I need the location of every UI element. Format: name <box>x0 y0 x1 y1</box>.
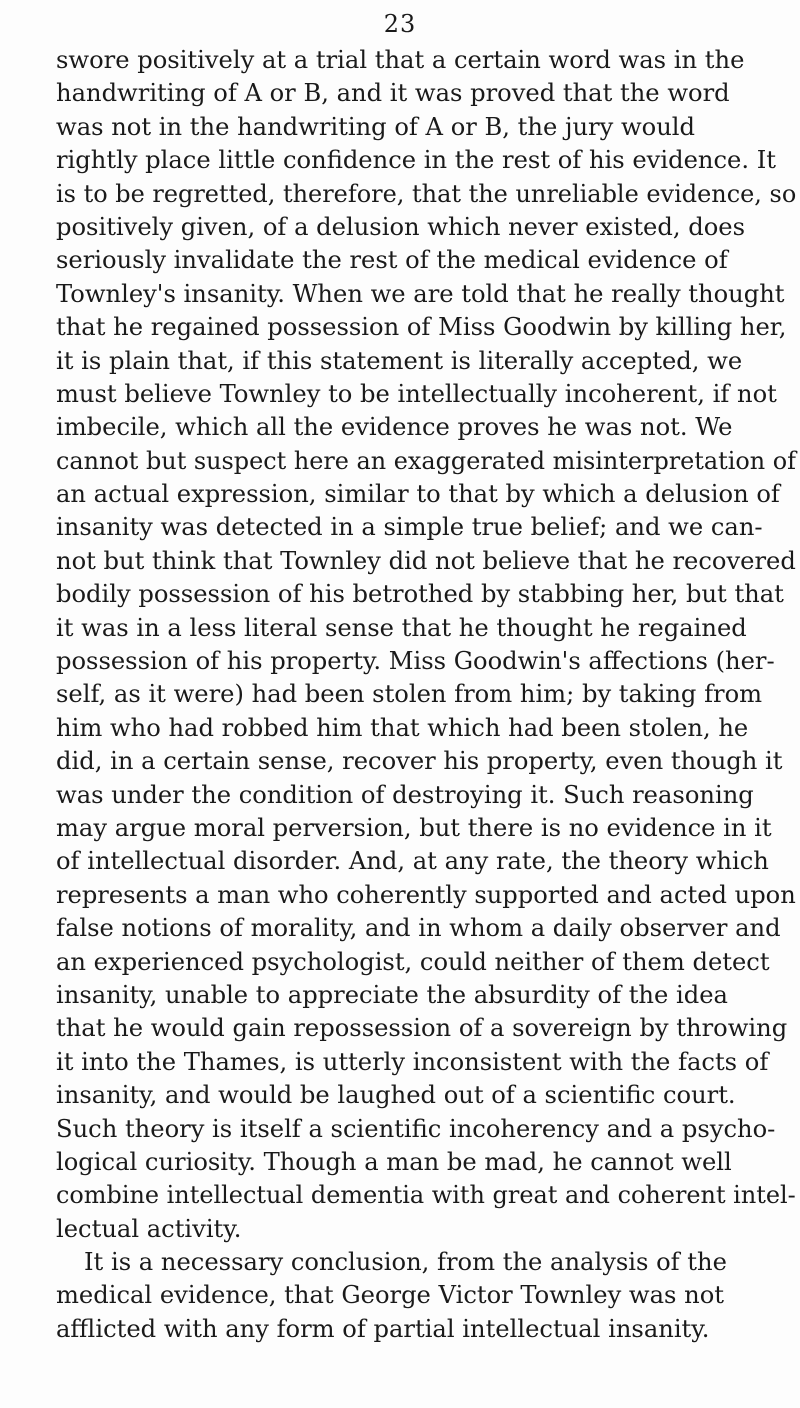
text-line: false notions of morality, and in whom a daily observer and <box>56 914 781 943</box>
text-line: that he regained possession of Miss Goodwin by killing her, <box>56 313 787 342</box>
text-line: medical evidence, that George Victor Townley was not <box>56 1281 725 1310</box>
text-line: Townley's insanity. When we are told that he really thought <box>56 279 785 308</box>
text-line: imbecile, which all the evidence proves he was not. We <box>56 413 733 442</box>
text-line: possession of his property. Miss Goodwin's affections (her- <box>56 647 775 676</box>
paragraph-start-line: It is a necessary conclusion, from the analysis of the <box>84 1248 727 1277</box>
text-line: self, as it were) had been stolen from him; by taking from <box>56 680 763 709</box>
text-line: that he would gain repossession of a sovereign by throwing <box>56 1014 788 1043</box>
text-line: bodily possession of his betrothed by stabbing her, but that <box>56 580 784 609</box>
text-line: it was in a less literal sense that he thought he regained <box>56 613 747 642</box>
text-line: it into the Thames, is utterly inconsistent with the facts of <box>56 1047 769 1076</box>
text-line: seriously invalidate the rest of the medical evidence of <box>56 246 728 275</box>
text-line: of intellectual disorder. And, at any rate, the theory which <box>56 847 769 876</box>
text-line: positively given, of a delusion which never existed, does <box>56 212 745 241</box>
text-line: insanity, unable to appreciate the absurdity of the idea <box>56 980 728 1009</box>
text-line: it is plain that, if this statement is literally accepted, we <box>56 346 743 375</box>
text-line: combine intellectual dementia with great and coherent intel- <box>56 1181 796 1210</box>
text-line: must believe Townley to be intellectually incoherent, if not <box>56 379 777 408</box>
text-line: afflicted with any form of partial intellectual insanity. <box>56 1314 710 1343</box>
text-line: lectual activity. <box>56 1214 242 1243</box>
text-line: handwriting of A or B, and it was proved that the word <box>56 79 730 108</box>
text-line: is to be regretted, therefore, that the unreliable evidence, so <box>56 179 797 208</box>
text-line: swore positively at a trial that a certain word was in the <box>56 46 745 74</box>
text-line: rightly place little confidence in the rest of his evidence. It <box>56 146 776 175</box>
text-line: insanity, and would be laughed out of a scientific court. <box>56 1081 736 1110</box>
text-line: did, in a certain sense, recover his property, even though it <box>56 747 783 776</box>
text-line: was not in the handwriting of A or B, the jury would <box>56 112 696 141</box>
page-number: 23 <box>383 10 417 38</box>
text-line: an experienced psychologist, could neither of them detect <box>56 947 770 976</box>
text-line: may argue moral perversion, but there is no evidence in it <box>56 813 772 842</box>
text-line: cannot but suspect here an exaggerated misinterpretation of <box>56 446 797 475</box>
text-line: an actual expression, similar to that by which a delusion of <box>56 480 780 509</box>
text-line: was under the condition of destroying it. Such reasoning <box>56 780 754 809</box>
text-line: not but think that Townley did not believe that he recovered <box>56 546 796 575</box>
text-line: represents a man who coherently supported and acted upon <box>56 880 796 909</box>
text-line: logical curiosity. Though a man be mad, he cannot well <box>56 1147 732 1176</box>
text-line: insanity was detected in a simple true belief; and we can- <box>56 513 763 542</box>
text-line: Such theory is itself a scientific incoherency and a psycho- <box>56 1114 776 1143</box>
body-text <box>56 44 800 1346</box>
text-line: him who had robbed him that which had been stolen, he <box>56 713 749 742</box>
